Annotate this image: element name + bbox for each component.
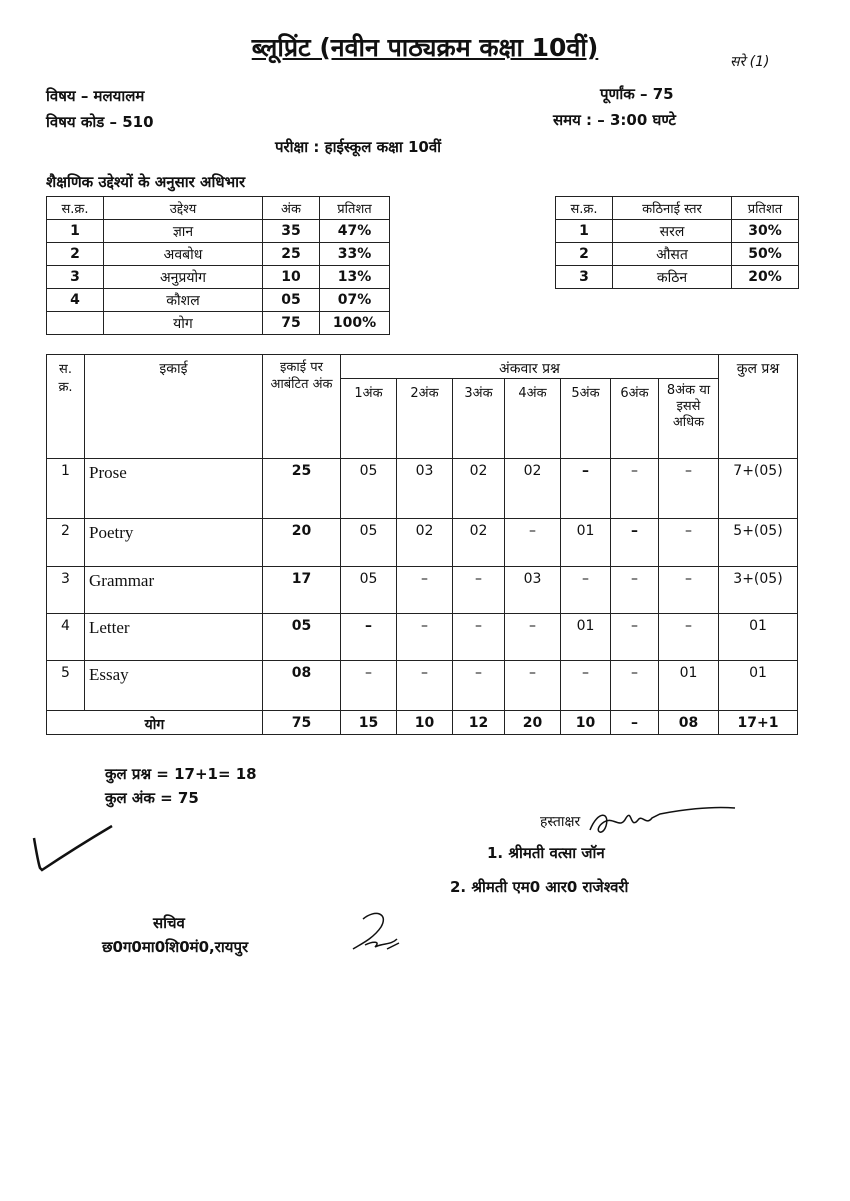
alloc-header: इकाई पर आबंटित अंक bbox=[263, 355, 341, 459]
cell: 15 bbox=[341, 711, 397, 735]
subject-code: विषय कोड – 510 bbox=[46, 113, 154, 131]
cell: 08 bbox=[659, 711, 719, 735]
table-row bbox=[47, 567, 798, 614]
cell: – bbox=[659, 519, 719, 567]
cell: – bbox=[611, 567, 659, 614]
cell: 10 bbox=[561, 711, 611, 735]
mark-col-header: 1अंक bbox=[341, 379, 397, 459]
cell: 02 bbox=[453, 459, 505, 519]
signatory-2: 2. श्रीमती एम0 आर0 राजेश्वरी bbox=[450, 878, 629, 896]
cell: – bbox=[341, 614, 397, 661]
cell: 07% bbox=[320, 289, 390, 312]
table-row bbox=[47, 519, 798, 567]
subject: विषय – मलयालम bbox=[46, 87, 145, 105]
unit-cell: Poetry bbox=[85, 519, 263, 567]
cell: 12 bbox=[453, 711, 505, 735]
cell: – bbox=[505, 661, 561, 711]
table-row bbox=[47, 459, 798, 519]
cell: – bbox=[397, 661, 453, 711]
cell bbox=[47, 312, 104, 335]
cell: 05 bbox=[341, 567, 397, 614]
signatory-1: 1. श्रीमती वत्सा जॉन bbox=[487, 844, 605, 862]
cell: 3 bbox=[47, 266, 104, 289]
cell: अनुप्रयोग bbox=[104, 266, 263, 289]
cell: 50% bbox=[732, 243, 799, 266]
cell: – bbox=[611, 459, 659, 519]
cell: 03 bbox=[505, 567, 561, 614]
total-label: योग bbox=[47, 711, 263, 735]
table-row bbox=[556, 220, 799, 243]
cell: 30% bbox=[732, 220, 799, 243]
mark-col-header: 5अंक bbox=[561, 379, 611, 459]
mark-col-header: 8अंक या इससे अधिक bbox=[659, 379, 719, 459]
cell: 3 bbox=[47, 567, 85, 614]
table-row bbox=[47, 614, 798, 661]
cell: – bbox=[453, 661, 505, 711]
cell: 02 bbox=[453, 519, 505, 567]
cell: 20 bbox=[505, 711, 561, 735]
cell: – bbox=[611, 661, 659, 711]
cell: 2 bbox=[556, 243, 613, 266]
time: समय : – 3:00 घण्टे bbox=[553, 111, 676, 129]
cell: 75 bbox=[263, 312, 320, 335]
table-row bbox=[47, 289, 390, 312]
cell: – bbox=[397, 567, 453, 614]
cell: 17 bbox=[263, 567, 341, 614]
cell: 05 bbox=[341, 519, 397, 567]
cell: 35 bbox=[263, 220, 320, 243]
table-row bbox=[556, 243, 799, 266]
cell: – bbox=[611, 519, 659, 567]
cell: 3+(05) bbox=[719, 567, 798, 614]
cell: 05 bbox=[263, 289, 320, 312]
cell: 10 bbox=[397, 711, 453, 735]
unit-cell: Grammar bbox=[85, 567, 263, 614]
cell: 3 bbox=[556, 266, 613, 289]
sno-header: स. क्र. bbox=[47, 355, 85, 459]
exam-name: परीक्षा : हाईस्कूल कक्षा 10वीं bbox=[275, 138, 442, 156]
cell: अवबोध bbox=[104, 243, 263, 266]
cell: – bbox=[453, 567, 505, 614]
header-cell: स.क्र. bbox=[556, 197, 613, 220]
cell: 25 bbox=[263, 459, 341, 519]
total-marks: कुल अंक = 75 bbox=[105, 789, 199, 807]
cell: 01 bbox=[561, 614, 611, 661]
cell: 13% bbox=[320, 266, 390, 289]
cell: 03 bbox=[397, 459, 453, 519]
unit-cell: Letter bbox=[85, 614, 263, 661]
corner-mark: सरे (1) bbox=[730, 54, 770, 70]
cell: – bbox=[561, 567, 611, 614]
cell: कौशल bbox=[104, 289, 263, 312]
cell: योग bbox=[104, 312, 263, 335]
blueprint-table bbox=[46, 354, 798, 735]
table-row bbox=[47, 220, 390, 243]
cell: – bbox=[659, 459, 719, 519]
objectives-heading: शैक्षणिक उद्देश्यों के अनुसार अधिभार bbox=[46, 173, 246, 191]
page-title: ब्लूप्रिंट (नवीन पाठ्यक्रम कक्षा 10वीं) bbox=[251, 33, 599, 62]
cell: 01 bbox=[719, 661, 798, 711]
cell: 100% bbox=[320, 312, 390, 335]
unit-header: इकाई bbox=[85, 355, 263, 459]
table-row bbox=[47, 243, 390, 266]
cell: 7+(05) bbox=[719, 459, 798, 519]
signature-icon bbox=[580, 800, 740, 845]
cell: 02 bbox=[397, 519, 453, 567]
signature-label: हस्ताक्षर bbox=[540, 814, 581, 830]
initials-icon bbox=[345, 905, 415, 955]
cell: – bbox=[659, 614, 719, 661]
cell: 25 bbox=[263, 243, 320, 266]
cell: 08 bbox=[263, 661, 341, 711]
cell: – bbox=[611, 614, 659, 661]
board-name: छ0ग0मा0शि0मं0,रायपुर bbox=[102, 938, 249, 956]
tick-mark-icon bbox=[30, 820, 120, 875]
cell: 02 bbox=[505, 459, 561, 519]
cell: – bbox=[453, 614, 505, 661]
cell: 20% bbox=[732, 266, 799, 289]
total-header: कुल प्रश्न bbox=[719, 355, 798, 459]
cell: 1 bbox=[47, 220, 104, 243]
cell: 5+(05) bbox=[719, 519, 798, 567]
cell: 47% bbox=[320, 220, 390, 243]
cell: 75 bbox=[263, 711, 341, 735]
cell: 1 bbox=[47, 459, 85, 519]
cell: 1 bbox=[556, 220, 613, 243]
cell: – bbox=[561, 459, 611, 519]
cell: कठिन bbox=[613, 266, 732, 289]
cell: 4 bbox=[47, 614, 85, 661]
cell: – bbox=[659, 567, 719, 614]
unit-cell: Essay bbox=[85, 661, 263, 711]
cell: 5 bbox=[47, 661, 85, 711]
cell: – bbox=[341, 661, 397, 711]
mark-col-header: 6अंक bbox=[611, 379, 659, 459]
cell: 2 bbox=[47, 519, 85, 567]
cell: सरल bbox=[613, 220, 732, 243]
cell: 33% bbox=[320, 243, 390, 266]
unit-cell: Prose bbox=[85, 459, 263, 519]
cell: 01 bbox=[659, 661, 719, 711]
difficulty-table bbox=[555, 196, 799, 289]
table-row bbox=[47, 266, 390, 289]
table-row bbox=[556, 266, 799, 289]
table-row bbox=[47, 661, 798, 711]
secretary-label: सचिव bbox=[153, 914, 185, 932]
cell: – bbox=[561, 661, 611, 711]
total-row bbox=[47, 711, 798, 735]
header-cell: प्रतिशत bbox=[732, 197, 799, 220]
cell: 10 bbox=[263, 266, 320, 289]
mark-col-header: 4अंक bbox=[505, 379, 561, 459]
cell: – bbox=[611, 711, 659, 735]
marks-group-header: अंकवार प्रश्न bbox=[341, 355, 719, 379]
cell: 4 bbox=[47, 289, 104, 312]
header-cell: अंक bbox=[263, 197, 320, 220]
cell: 01 bbox=[719, 614, 798, 661]
cell: 2 bbox=[47, 243, 104, 266]
cell: – bbox=[505, 614, 561, 661]
objectives-table bbox=[46, 196, 390, 335]
cell: औसत bbox=[613, 243, 732, 266]
full-marks: पूर्णांक – 75 bbox=[600, 85, 674, 103]
mark-col-header: 2अंक bbox=[397, 379, 453, 459]
total-questions: कुल प्रश्न = 17+1= 18 bbox=[105, 765, 257, 783]
header-cell: स.क्र. bbox=[47, 197, 104, 220]
cell: 05 bbox=[341, 459, 397, 519]
cell: 20 bbox=[263, 519, 341, 567]
cell: 05 bbox=[263, 614, 341, 661]
cell: 17+1 bbox=[719, 711, 798, 735]
header-cell: कठिनाई स्तर bbox=[613, 197, 732, 220]
table-row bbox=[47, 312, 390, 335]
cell: 01 bbox=[561, 519, 611, 567]
cell: – bbox=[505, 519, 561, 567]
header-cell: उद्देश्य bbox=[104, 197, 263, 220]
cell: ज्ञान bbox=[104, 220, 263, 243]
header-cell: प्रतिशत bbox=[320, 197, 390, 220]
cell: – bbox=[397, 614, 453, 661]
mark-col-header: 3अंक bbox=[453, 379, 505, 459]
